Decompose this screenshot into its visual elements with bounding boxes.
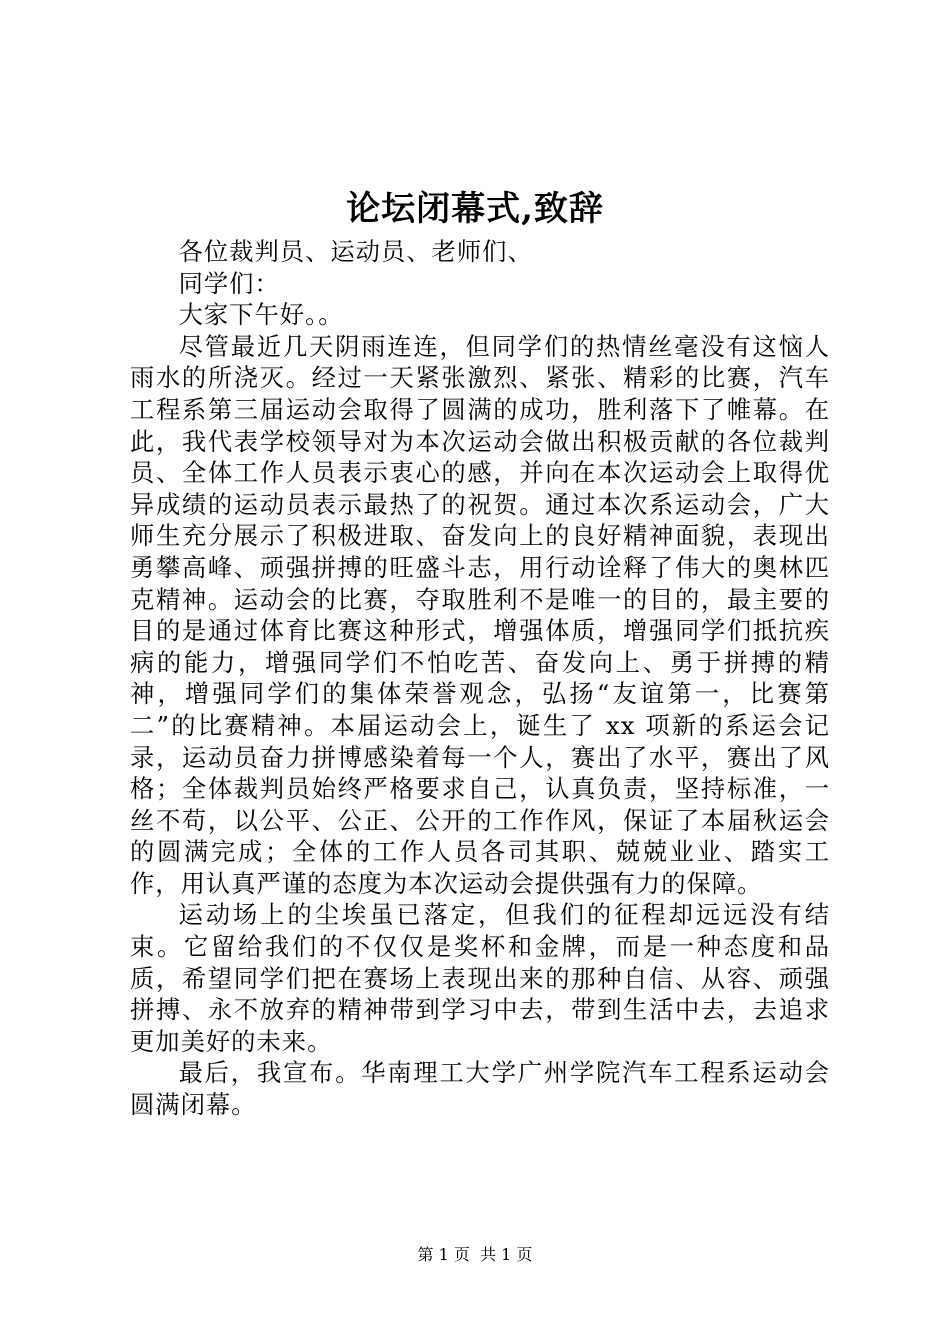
greeting-paragraph: 大家下午好。。 (178, 300, 344, 330)
page-number: 第 1 页 (417, 1245, 470, 1264)
body-paragraph: 运动场上的尘埃虽已落定，但我们的征程却远远没有结束。它留给我们的不仅仅是奖杯和金牌，而是一种态度和品质，希望同学们把在赛场上表现出来的那种自信、从容、顽强拼搏、永不放弃的精神带到学习中去，带到生活中去，去追求更加美好的未来。 (130, 900, 830, 1056)
document-body (130, 236, 830, 1121)
closing-paragraph: 最后，我宣布。华南理工大学广州学院汽车工程系运动会圆满闭幕。 (130, 1058, 830, 1120)
page-footer (0, 1244, 950, 1266)
document-title: 论坛闭幕式,致辞 (346, 189, 604, 229)
salutation-line: 同学们： (178, 268, 280, 298)
footer-spacer (470, 1245, 480, 1264)
body-paragraph: 尽管最近几天阴雨连连，但同学们的热情丝毫没有这恼人雨水的所浇灭。经过一天紧张激烈、紧张、精彩的比赛，汽车工程系第三届运动会取得了圆满的成功，胜利落下了帷幕。在此，我代表学校领导对为本次运动会做出积极贡献的各位裁判员、全体工作人员表示衷心的感，并向在本次运动会上取得优异成绩的运动员表示最热了的祝贺。通过本次系运动会，广大师生充分展示了积极进取、奋发向上的良好精神面貌，表现出勇攀高峰、顽强拼搏的旺盛斗志，用行动诠释了伟大的奥林匹克精神。运动会的比赛，夺取胜利不是唯一的目的，最主要的目的是通过体育比赛这种形式，增强体质，增强同学们抵抗疾病的能力，增强同学们不怕吃苦、奋发向上、勇于拼搏的精神，增强同学们的集体荣誉观念，弘扬“友谊第一，比赛第二”的比赛精神。本届运动会上，诞生了 xx 项新的系运会记录，运动员奋力拼博感染着每一个人，赛出了水平，赛出了风格；全体裁判员始终严格要求自己，认真负责，坚持标准，一丝不苟，以公平、公正、公开的工作作风，保证了本届秋运会的圆满完成；全体的工作人员各司其职、兢兢业业、踏实工作，用认真严谨的态度为本次运动会提供强有力的保障。 (130, 331, 830, 898)
page-total: 共 1 页 (480, 1245, 533, 1264)
salutation-line: 各位裁判员、运动员、老师们、 (178, 237, 533, 266)
